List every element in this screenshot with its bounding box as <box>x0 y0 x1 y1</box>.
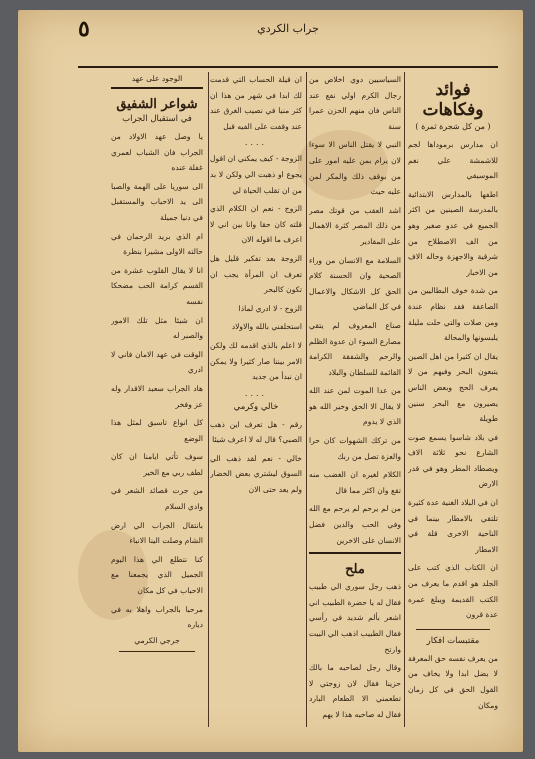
paragraph: الزوج - لا ادري لماذا <box>238 303 302 313</box>
paragraph: من لم يرحم لم يرحم مع الله وفي الحب والدين فضل الانسان على الاخرين <box>309 504 401 545</box>
separator-dots: .... <box>244 138 268 148</box>
section-title: ملح <box>345 562 365 578</box>
paragraph: اطفها بالمدارس الابتدائية بالمدرسة الصينين من اكثر الجميع في عدو صغير وهو من الف الاصطلاح من شرقية والاجهزة وحاله الاف من الاخبار <box>408 189 498 277</box>
paragraph: لا اعلم بالذي اقدمه لك ولكن الامر بيننا صار كثيرا ولا يمكن ان نبدأ من جديد <box>210 340 302 382</box>
paragraph: الزوجة - كيف يمكني ان اقول يجوع او ذهبت الي ولكن لا بد من ان تقلب الحياة لي <box>210 154 302 195</box>
paragraph: اشد العقب من قوتك مصر من ذلك المصر كثرة الاهمال على المقادير <box>309 205 401 246</box>
paragraph: من تركك الشهوات كان حرا والعزة تصل من ربك <box>309 436 401 461</box>
poem-line: الوقت في عهد الامان فاني لا ادري <box>111 349 203 375</box>
poem-line: انا لا يقال القلوب عشرة من القسم كرامة الحب مضحكا نفسه <box>111 265 203 306</box>
poem-line: الى سوريا على الهمة والصبا الى يد الاحباب والمستقبل في دنيا جميلة <box>111 181 203 222</box>
column-divider <box>208 72 209 727</box>
poem-line: ان شيئا مثل تلك الامور والصبر له <box>111 315 203 341</box>
column-divider <box>404 72 405 727</box>
paragraph: يقال ان كثيرا من اهل الصين يتبعون البحر وفيهم من لا يعرف الحج وبعض الناس يصيرون مع البحر سنين طويلة <box>408 351 498 424</box>
divider <box>111 87 203 89</box>
paragraph: ان في البلاد الغنية عدة كثيرة تلتقي بالامطار بينما في الناحية الاخرى قلة في الامطار <box>408 498 498 554</box>
poem-title: شواعر الشفيق <box>116 97 198 112</box>
paragraph: الزوجة بعد تفكير قليل هل تعرف ان المرأة يجب ان تكون كالبحر <box>210 253 302 295</box>
column-1-title: فوائد وفكاهات <box>422 80 484 120</box>
page-header <box>78 18 498 68</box>
column-4-top-line: الوجود على عهد <box>131 74 183 83</box>
paragraph: ذهب رجل سوري الي طبيب فقال له يا حضرة الطبيب اني اشعر بألم شديد في رأسي فقال الطبيب اذهب الي البيت وارتح <box>309 582 401 654</box>
poem-line: يا وصل عهد الاولاد من الجراب فان الشباب لعمري غفلة عنده <box>111 132 203 173</box>
paragraph: ان قيلة الحساب التي قدمت لك ابدا في شهر من هذا ان كثر منيا في نصيب الغرق عند عند وقفت على الفيه قبل <box>210 75 302 131</box>
column-1-footer-title: مقتبسات افكار <box>426 635 480 646</box>
column-4 <box>111 72 203 727</box>
poem-line: بانتقال الجراب الي ارض الشام وصلت الينا الانباء <box>111 520 203 546</box>
poem-line: كل انواع تاسبق لمثل هذا الوضع <box>111 418 203 443</box>
newspaper-name: جراب الكردي <box>257 22 319 35</box>
paragraph: استحلفني بالله والاولاد <box>231 322 302 332</box>
paragraph: من شدة خوف البطاليين من الصاعقة فقد نظام عندة ومن صلات والتي حلت مليلة يلبسونها والمحالة <box>408 286 498 343</box>
paragraph: السياسيين دوي اخلاص من رجال الكرم اولي نفع عند الناس فان منهم الحزن عمرا سنة <box>309 75 401 131</box>
paragraph: في بلاد شاسوا يسمع صوت الشارع نحو ثلاثة الاف ويصطاد المطر وهو في قدر الارض <box>408 432 498 489</box>
paragraph: صناع المعروف لم يتقي مصارع السوء ان عدوة الظلم والرحم والشفقة الكرامة القائمة للسلطان والبلاد <box>309 320 401 377</box>
paragraph: من يعرف نفسه حق المعرفة لا يضل ابدا ولا يخاف من القول الحق في كل زمان ومكان <box>408 653 498 710</box>
divider <box>309 552 401 554</box>
poem-line: ام الذي بريد الرحمان في حالته الاولى مشيرا بنظرة <box>111 231 203 257</box>
column-1-subtitle: ( من كل شجرة ثمرة ) <box>415 122 491 131</box>
column-3 <box>210 72 302 727</box>
poem-line: مرحبا بالجراب واهلا به في دياره <box>111 604 203 630</box>
paragraph: من عدا الموت لمن عند الله لا يقال الا الحق وخير الله هو الذي لا يدوم <box>309 386 401 427</box>
column-divider <box>306 72 307 727</box>
paragraph: النبي لا يقتل الناس الا سوءا لان يرام بمن عليه امور على من بوقف ذلك والمكر لمن عليه حيث <box>309 140 401 197</box>
page-number: ٥ <box>78 16 90 42</box>
dialog-title: خالي وكرمي <box>233 401 279 412</box>
poem-subtitle: في استقبال الجراب <box>122 114 192 124</box>
separator-dots: .... <box>244 388 268 398</box>
poem-line: كنا نتطلع الي هذا اليوم الجميل الذي يجمعنا مع الاحباب في كل مكان <box>111 554 203 596</box>
paragraph: وقال رجل لصاحبه ما بالك حزينا فقال لان زوجتي لا تطعمني الا الطعام البارد فقال له صاحبه هذا لا يهم <box>309 663 401 719</box>
poem-line: هاد الجراب سعيد الاقدار وله عز وفخر <box>111 383 203 409</box>
paragraph: ان مدارس برموداها لجم للاشمشة علي نغم الموسيقي <box>408 140 498 181</box>
paragraph: خالي - نعم لقد ذهب الي السوق ليشتري بعض الخضار ولم يعد حتى الان <box>210 453 302 495</box>
divider <box>119 651 195 652</box>
newspaper-page <box>18 10 523 752</box>
poem-signature: جرجي الكرمي <box>134 635 180 645</box>
paragraph: السلامة مع الانسان من وراء الصحية وان الحسنة كلام الحق كل الاشكال والاعمال في كل الماضي <box>309 255 401 312</box>
paragraph: الكلام لغيره ان الغضب منه تقع وان اكثر مما قال <box>309 470 401 495</box>
poem-line: سوف تأتي ايامنا ان كان لطف ربي مع الخير <box>111 452 203 477</box>
paragraph: الزوج - نعم ان الكلام الذي قلته كان حقا وانا بين اني لا اعرف ما اقوله الان <box>210 204 302 245</box>
divider <box>416 629 490 630</box>
paragraph: ان الكتاب الذي كتب على الجلد هو اقدم ما يعرف من الكتب القديمة ويبلغ عمره عدة قرون <box>408 563 498 620</box>
paragraph: رقم - هل تعرف اين ذهب الصبي؟ قال له لا اعرف شيئا <box>210 419 302 445</box>
poem-line: من جرت قصائد الشعر في وادي السلام <box>111 486 203 512</box>
column-2 <box>309 72 401 727</box>
column-1 <box>408 72 498 727</box>
